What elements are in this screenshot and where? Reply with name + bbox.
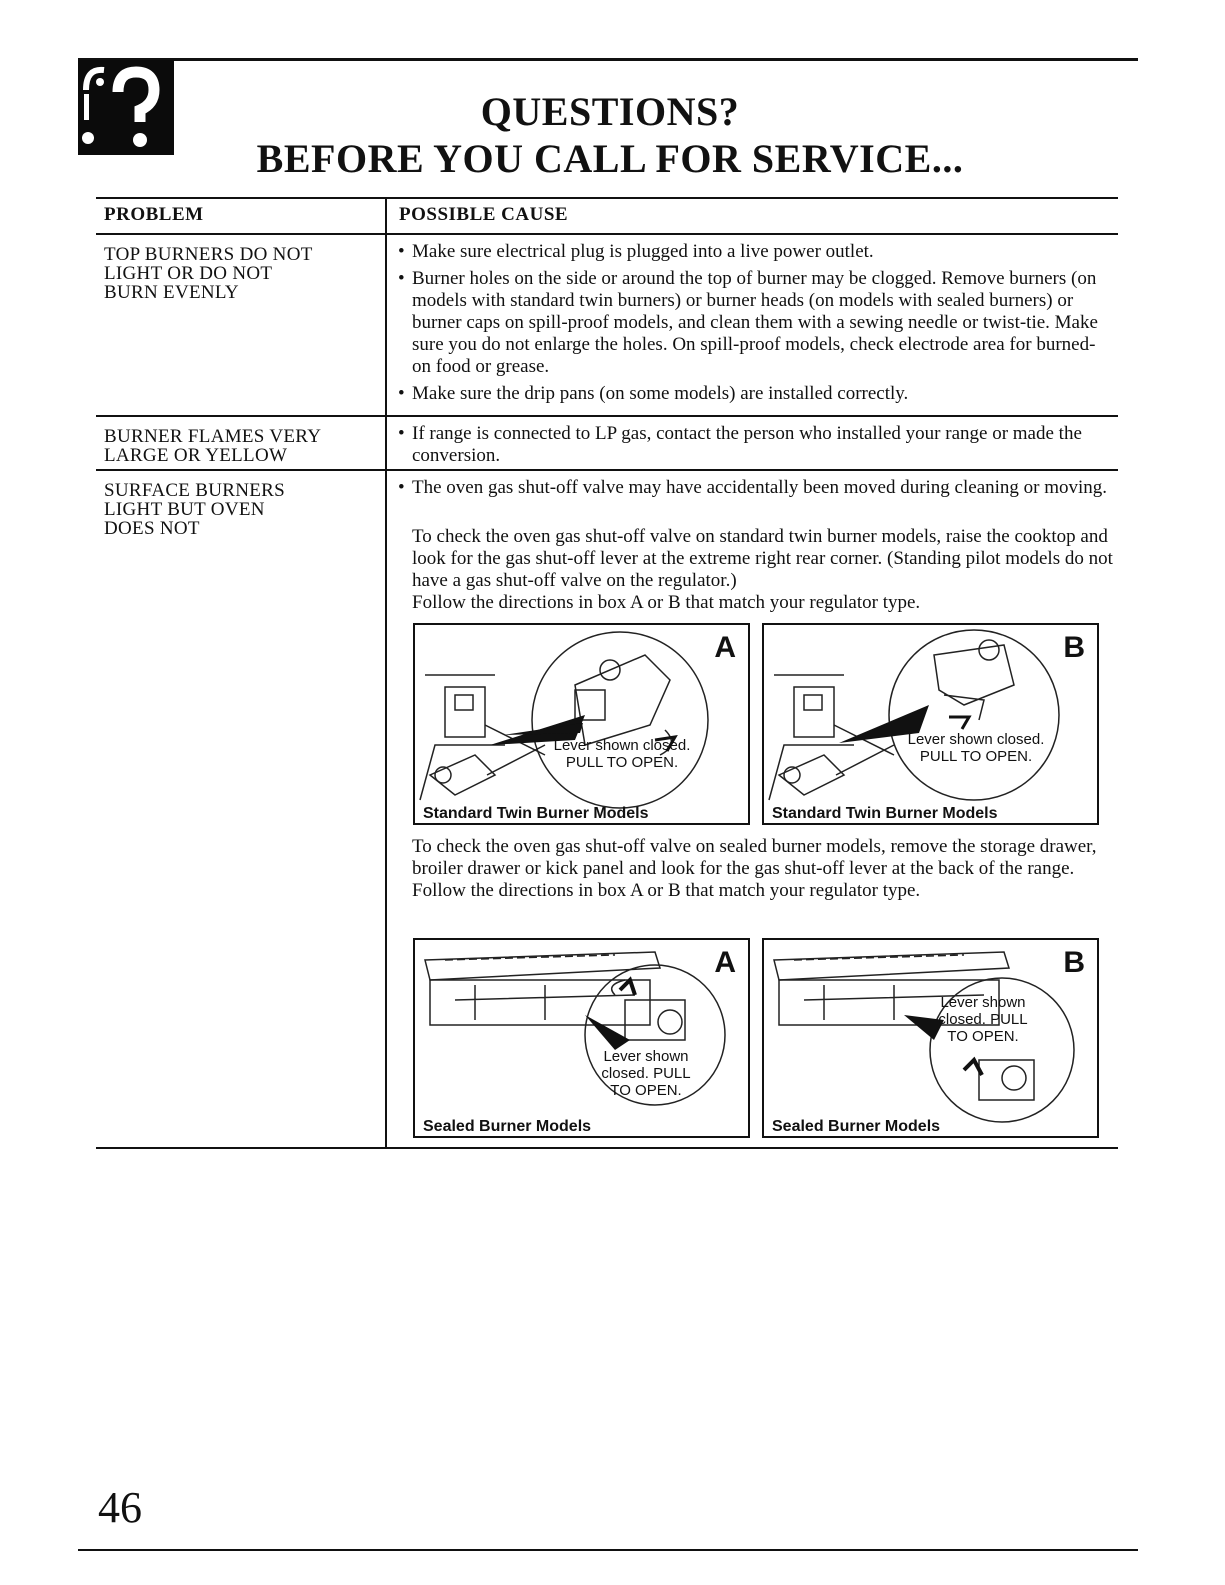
figure-caption: Standard Twin Burner Models xyxy=(772,805,998,822)
question-logo xyxy=(78,60,174,155)
figure-sealed-burner-b xyxy=(762,938,1099,1138)
figure-callout: Lever shown closed. PULL TO OPEN. xyxy=(907,731,1045,765)
problem-line: SURFACE BURNERS xyxy=(104,480,286,501)
figure-caption: Sealed Burner Models xyxy=(423,1118,592,1135)
figure-letter: B xyxy=(1063,946,1085,979)
cause-item: • Make sure the drip pans (on some models) are installed correctly. xyxy=(398,383,909,404)
problem-cell xyxy=(104,245,313,302)
row-divider xyxy=(96,469,1118,471)
top-rule xyxy=(78,58,1138,61)
problem-line: BURNER FLAMES VERY xyxy=(104,426,322,447)
problem-cell xyxy=(104,427,321,465)
figure-caption: Sealed Burner Models xyxy=(772,1118,941,1135)
figure-letter: A xyxy=(714,946,736,979)
sealed-check-text: To check the oven gas shut-off valve on sealed burner models, remove the storage drawer, broiler drawer or kick panel and look for the gas shut-off lever at the back of the range. Follow the directions in box A or B that match your regulator type. xyxy=(412,836,1097,901)
table-bottom-rule xyxy=(96,1147,1118,1149)
cause-cell xyxy=(398,477,1113,499)
row-divider xyxy=(96,415,1118,417)
figure-letter: A xyxy=(714,631,736,664)
figure-callout: Lever shown closed. PULL TO OPEN. xyxy=(938,994,1028,1045)
problem-line: BURN EVENLY xyxy=(104,282,239,303)
column-header-problem: PROBLEM xyxy=(104,204,204,225)
page-title-line2: BEFORE YOU CALL FOR SERVICE... xyxy=(256,136,964,181)
problem-line: LIGHT OR DO NOT xyxy=(104,263,273,284)
cause-cell xyxy=(398,241,1113,405)
regulator-illustration-icon xyxy=(764,625,1097,823)
figure-sealed-burner-a xyxy=(413,938,750,1138)
header-rule xyxy=(96,233,1118,235)
cause-item: • Make sure electrical plug is plugged into a live power outlet. xyxy=(398,241,874,262)
problem-line: LIGHT BUT OVEN xyxy=(104,499,265,520)
page-number: 46 xyxy=(98,1483,142,1532)
figure-letter: B xyxy=(1063,631,1085,664)
regulator-illustration-icon xyxy=(415,625,748,823)
problem-line: DOES NOT xyxy=(104,518,200,539)
twin-check-text: To check the oven gas shut-off valve on standard twin burner models, raise the cooktop and look for the gas shut-off lever at the extreme right rear corner. (Standing pilot models do not have a gas shut-off valve on the regulator.) Follow the directions in box A or B that match your regulator type. xyxy=(412,526,1113,613)
figure-callout: Lever shown closed. PULL TO OPEN. xyxy=(553,737,691,771)
cause-item: • The oven gas shut-off valve may have accidentally been moved during cleaning or moving. xyxy=(398,477,1108,498)
problem-line: LARGE OR YELLOW xyxy=(104,445,288,466)
figure-caption: Standard Twin Burner Models xyxy=(423,805,649,822)
page-title-line1: QUESTIONS? xyxy=(480,89,740,134)
figure-callout: Lever shown closed. PULL TO OPEN. xyxy=(601,1048,691,1099)
problem-line: TOP BURNERS DO NOT xyxy=(104,244,313,265)
figure-twin-burner-a xyxy=(413,623,750,825)
column-header-cause: POSSIBLE CAUSE xyxy=(399,204,569,225)
cause-item: • Burner holes on the side or around the top of burner may be clogged. Remove burners (on models with standard twin burners) or burner heads (on models with sealed burners) or burner caps on spill-proof models, and clean them with a sewing needle or twist-tie. Make sure you do not enlarge the holes. On spill-proof models, check electrode area for burned-on food or grease. xyxy=(398,268,1098,377)
cause-item: • If range is connected to LP gas, contact the person who installed your range or made the conversion. xyxy=(398,423,1082,466)
column-divider xyxy=(385,197,387,1149)
regulator-illustration-icon xyxy=(415,940,748,1136)
cause-cell xyxy=(398,423,1113,467)
table-top-rule xyxy=(96,197,1118,199)
figure-twin-burner-b xyxy=(762,623,1099,825)
problem-cell xyxy=(104,481,285,538)
bottom-rule xyxy=(78,1549,1138,1551)
question-mark-icon xyxy=(78,60,174,155)
